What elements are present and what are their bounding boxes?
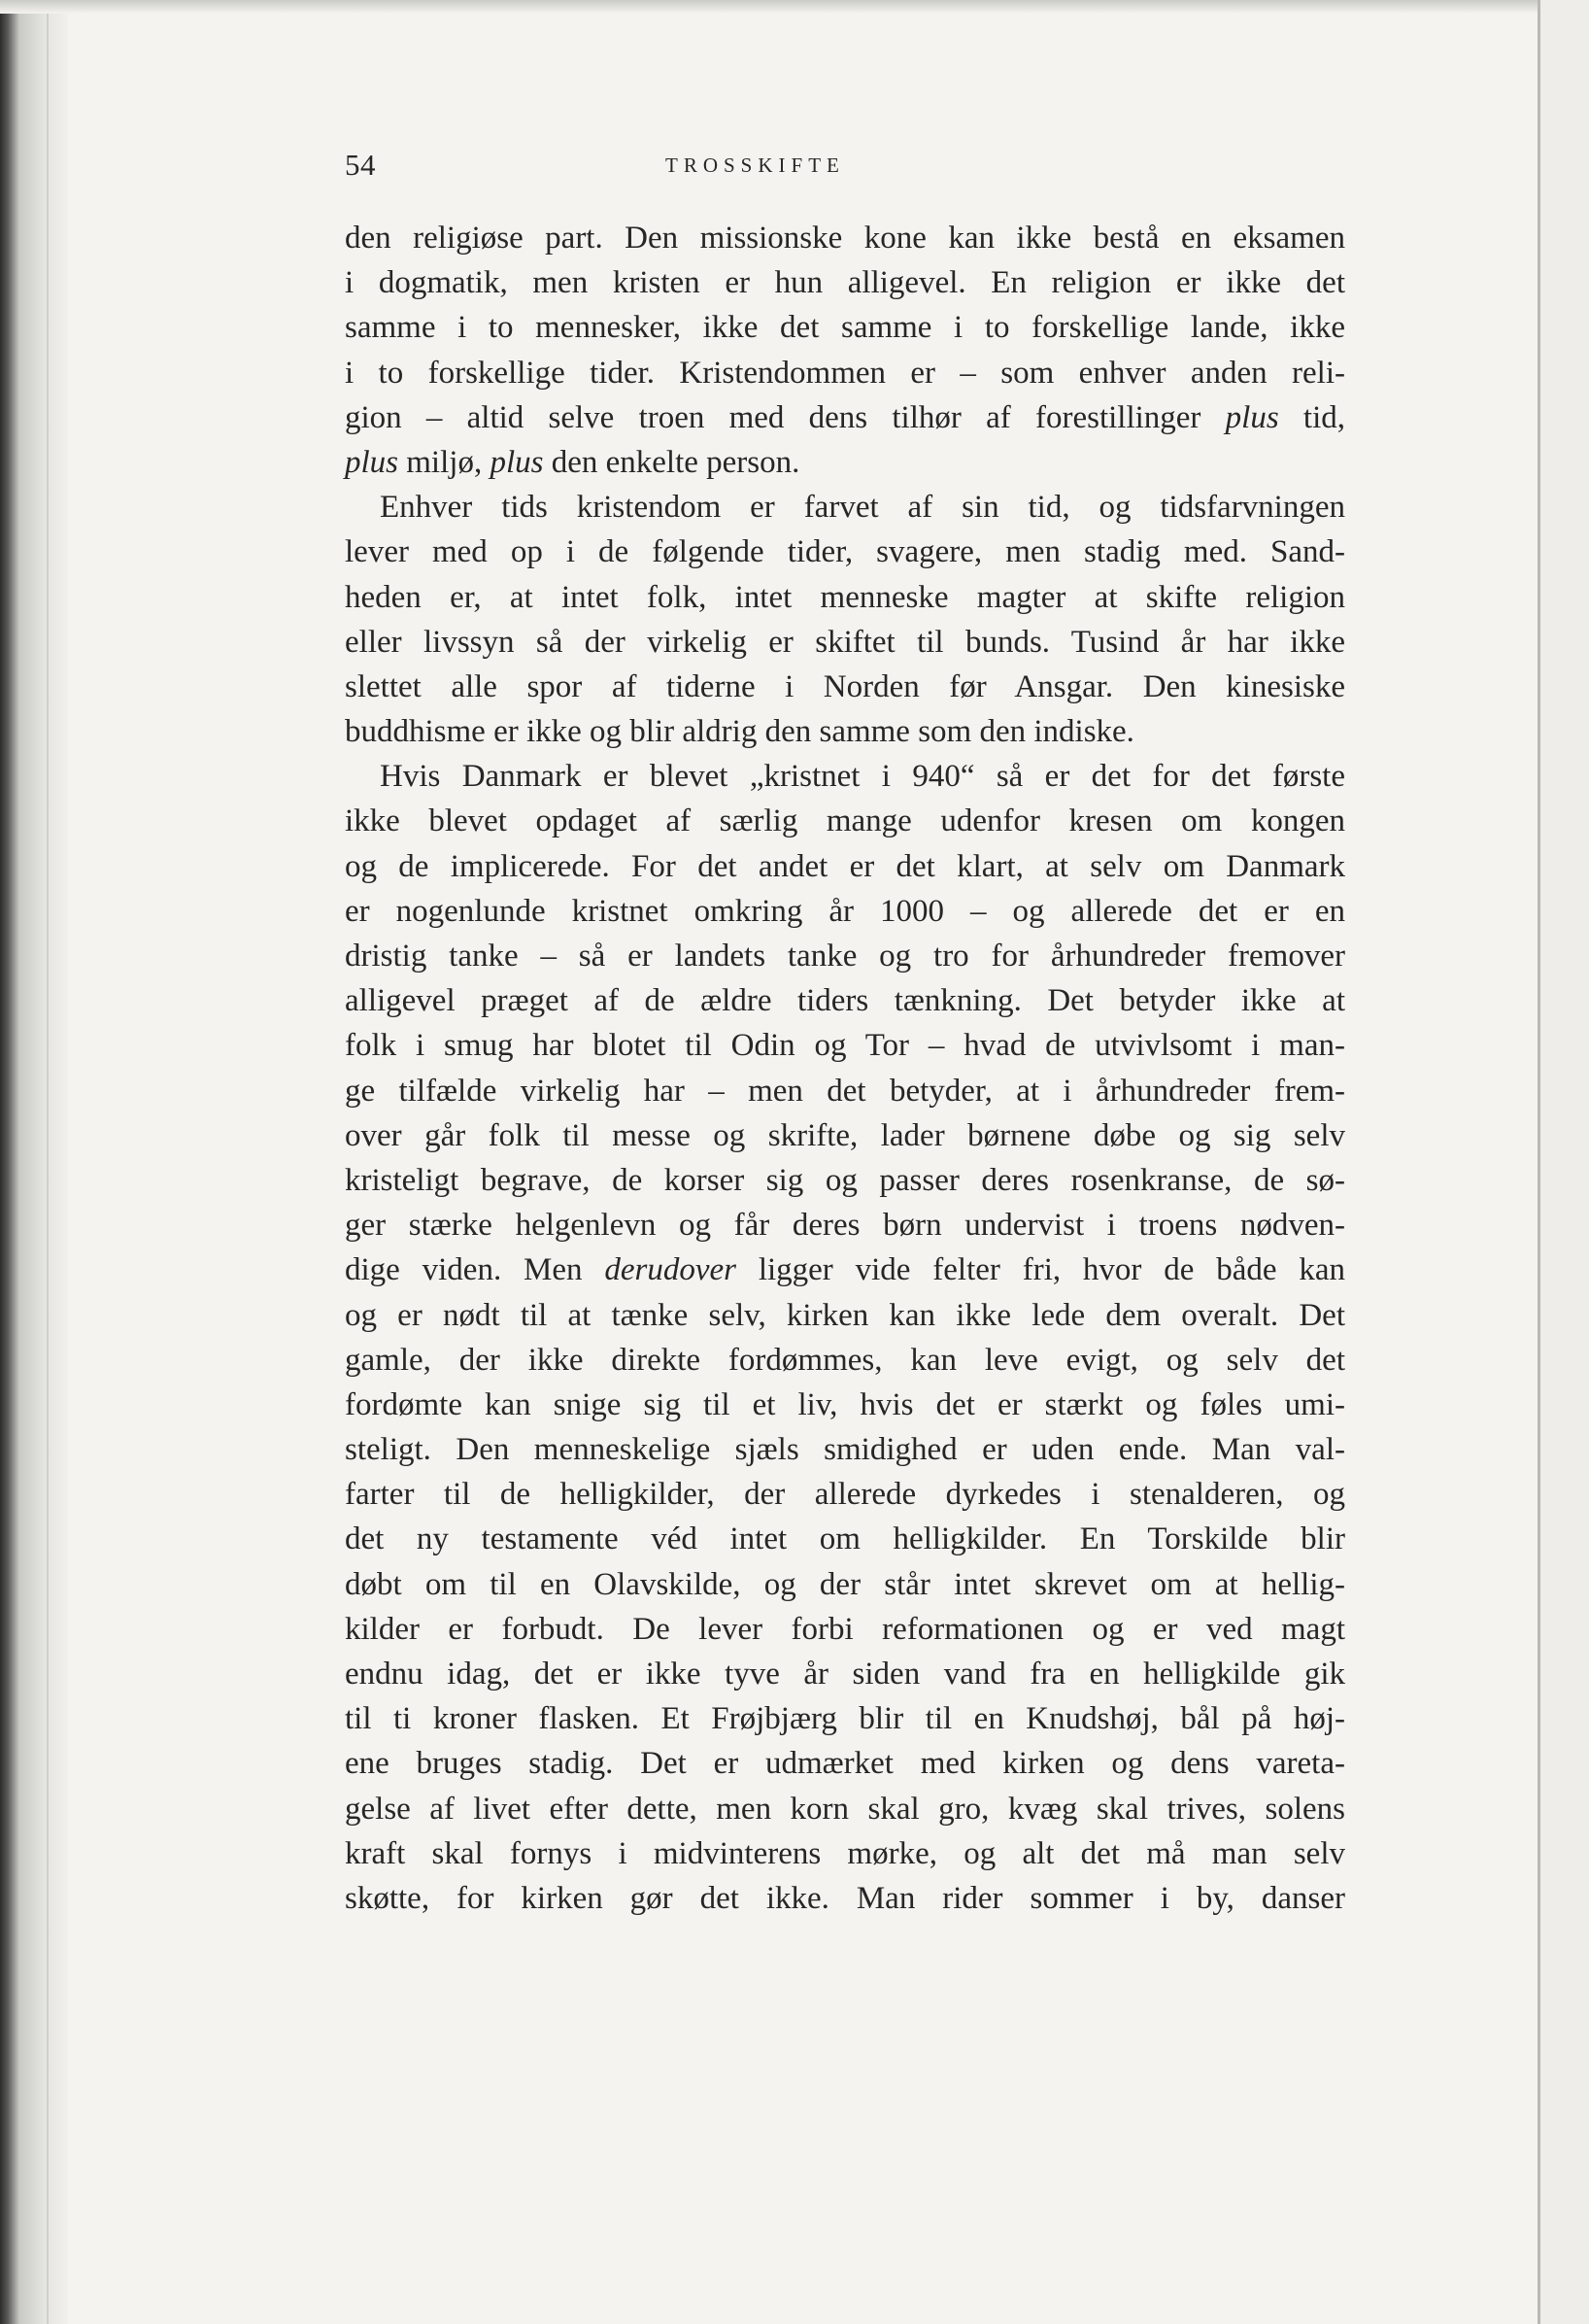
text-line: plus miljø, plus den enkelte person. [345,444,800,480]
text-line: er nogenlunde kristnet omkring år 1000 – og allerede det er en [345,893,1345,929]
text-line: alligevel præget af de ældre tiders tænkning. Det betyder ikke at [345,983,1345,1019]
text-line: endnu idag, det er ikke tyve år siden vand fra en helligkilde gik [345,1657,1345,1692]
text-line: og er nødt til at tænke selv, kirken kan ikke lede dem overalt. Det [345,1297,1345,1333]
text-line: fordømte kan snige sig til et liv, hvis det er stærkt og føles umi- [345,1386,1345,1422]
text-line: folk i smug har blotet til Odin og Tor – hvad de utvivlsomt i man- [345,1028,1345,1064]
text-line: farter til de helligkilder, der allerede dyrkedes i stenalderen, og [345,1477,1345,1513]
italic-emphasis: plus [490,444,544,480]
text-line: kristeligt begrave, de korser sig og passer deres rosenkranse, de sø- [345,1162,1345,1198]
text-line: ger stærke helgenlevn og får deres børn undervist i troens nødven- [345,1208,1345,1244]
text-line: samme i to mennesker, ikke det samme i to forskellige lande, ikke [345,310,1345,346]
text-line: ene bruges stadig. Det er udmærket med kirken og dens vareta- [345,1746,1345,1782]
text-line: kilder er forbudt. De lever forbi reformationen og er ved magt [345,1611,1345,1647]
text-line: det ny testamente véd intet om helligkilder. En Torskilde blir [345,1521,1345,1557]
text-line: buddhisme er ikke og blir aldrig den samme som den indiske. [345,714,1134,750]
text-line: steligt. Den menneskelige sjæls smidighed er uden ende. Man val- [345,1432,1345,1468]
text-line: ikke blevet opdaget af særlig mange udenfor kresen om kongen [345,803,1345,839]
page-header [345,148,1350,196]
text-line: lever med op i de følgende tider, svagere, men stadig med. Sand- [345,534,1345,570]
text-line: i to forskellige tider. Kristendommen er – som enhver anden reli- [345,355,1345,391]
top-edge-shadow [0,0,1589,14]
text-line: den religiøse part. Den missionske kone kan ikke bestå en eksamen [345,221,1345,256]
text-line: eller livssyn så der virkelig er skiftet til bunds. Tusind år har ikke [345,624,1345,660]
text-line: ge tilfælde virkelig har – men det betyder, at i århundreder frem- [345,1073,1345,1109]
text-line: Hvis Danmark er blevet „kristnet i 940“ så er det for det første [380,759,1345,795]
text-line: dristig tanke – så er landets tanke og tro for århundreder fremover [345,939,1345,974]
text-line: gamle, der ikke direkte fordømmes, kan leve evigt, og selv det [345,1342,1345,1378]
text-line: i dogmatik, men kristen er hun alligevel. En religion er ikke det [345,265,1345,301]
text-line: døbt om til en Olavskilde, og der står intet skrevet om at hellig- [345,1566,1345,1602]
text-line: kraft skal fornys i midvinterens mørke, og alt det må man selv [345,1835,1345,1871]
page-right-edge [1538,0,1540,2324]
running-title: TROSSKIFTE [665,154,845,177]
page-edge-line [47,0,49,2324]
text-line: slettet alle spor af tiderne i Norden før Ansgar. Den kinesiske [345,668,1345,704]
right-margin-strip [1540,0,1589,2324]
text-line: over går folk til messe og skrifte, lader børnene døbe og sig selv [345,1117,1345,1153]
italic-emphasis: plus [345,444,399,480]
text-line: gelse af livet efter dette, men korn skal gro, kvæg skal trives, solens [345,1791,1345,1827]
italic-emphasis: derudover [604,1252,736,1288]
text-line: til ti kroner flasken. Et Frøjbjærg blir til en Knudshøj, bål på høj- [345,1701,1345,1737]
book-gutter-shadow [0,0,68,2324]
text-line: skøtte, for kirken gør det ikke. Man rider sommer i by, danser [345,1880,1345,1916]
text-line: heden er, at intet folk, intet menneske magter at skifte religion [345,579,1345,615]
italic-emphasis: plus [1225,399,1279,435]
text-line: Enhver tids kristendom er farvet af sin tid, og tidsfarvningen [380,490,1345,526]
text-line: og de implicerede. For det andet er det klart, at selv om Danmark [345,848,1345,884]
text-line: gion – altid selve troen med dens tilhør af forestillinger plus tid, [345,399,1345,435]
body-text [345,216,1345,1921]
page-number: 54 [345,148,376,182]
text-line: dige viden. Men derudover ligger vide felter fri, hvor de både kan [345,1252,1345,1288]
